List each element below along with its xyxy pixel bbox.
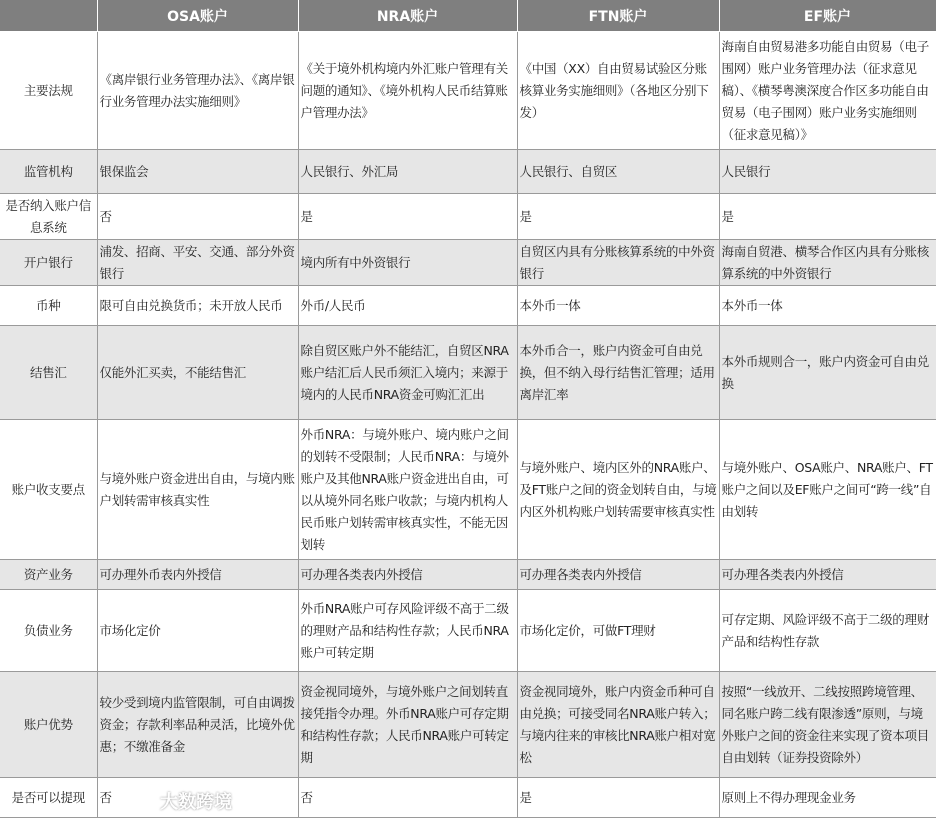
header-osa: OSA账户 <box>97 0 298 32</box>
row-label: 是否纳入账户信息系统 <box>0 194 97 240</box>
header-row <box>0 0 936 32</box>
table-cell: 本外币规则合一，账户内资金可自由兑换 <box>719 326 936 420</box>
table-row <box>0 590 936 672</box>
table-cell: 可办理各类表内外授信 <box>298 560 517 590</box>
table-cell: 与境外账户资金进出自由，与境内账户划转需审核真实性 <box>97 420 298 560</box>
table-cell: 否 <box>97 194 298 240</box>
table-cell: 《中国（XX）自由贸易试验区分账核算业务实施细则》（各地区分别下发） <box>517 32 719 150</box>
table-cell: 可办理各类表内外授信 <box>719 560 936 590</box>
watermark-logo: 大数跨境 <box>160 792 232 813</box>
row-label: 资产业务 <box>0 560 97 590</box>
table-cell: 否 <box>97 778 298 818</box>
table-cell: 《关于境外机构境内外汇账户管理有关问题的通知》、《境外机构人民币结算账户管理办法》 <box>298 32 517 150</box>
header-ftn: FTN账户 <box>517 0 719 32</box>
table-cell: 可存定期、风险评级不高于二级的理财产品和结构性存款 <box>719 590 936 672</box>
table-row <box>0 150 936 194</box>
row-label: 主要法规 <box>0 32 97 150</box>
table-row <box>0 326 936 420</box>
table-row <box>0 194 936 240</box>
table-cell: 外币/人民币 <box>298 286 517 326</box>
table-cell: 本外币合一，账户内资金可自由兑换，但不纳入母行结售汇管理；适用离岸汇率 <box>517 326 719 420</box>
table-cell: 本外币一体 <box>719 286 936 326</box>
table-cell: 本外币一体 <box>517 286 719 326</box>
table-row <box>0 778 936 818</box>
table-cell: 仅能外汇买卖，不能结售汇 <box>97 326 298 420</box>
table-cell: 外币NRA：与境外账户、境内账户之间的划转不受限制；人民币NRA：与境外账户及其他NRA账户资金进出自由，可以从境外同名账户收款；与境内机构人民币账户划转需审核真实性，不能无因划转 <box>298 420 517 560</box>
table-cell: 是 <box>517 778 719 818</box>
table-cell: 海南自贸港、横琴合作区内具有分账核算系统的中外资银行 <box>719 240 936 286</box>
table-cell: 市场化定价，可做FT理财 <box>517 590 719 672</box>
table-cell: 人民银行 <box>719 150 936 194</box>
table-cell: 否 <box>298 778 517 818</box>
table-cell: 可办理外币表内外授信 <box>97 560 298 590</box>
row-label: 负债业务 <box>0 590 97 672</box>
table-cell: 与境外账户、境内区外的NRA账户、及FT账户之间的资金划转自由，与境内区外机构账户划转需要审核真实性 <box>517 420 719 560</box>
table-cell: 限可自由兑换货币；未开放人民币 <box>97 286 298 326</box>
table-cell: 资金视同境外，与境外账户之间划转直接凭指令办理。外币NRA账户可存定期和结构性存款；人民币NRA账户可转定期 <box>298 672 517 778</box>
row-label: 账户优势 <box>0 672 97 778</box>
table-cell: 原则上不得办理现金业务 <box>719 778 936 818</box>
row-label: 账户收支要点 <box>0 420 97 560</box>
table-cell: 自贸区内具有分账核算系统的中外资银行 <box>517 240 719 286</box>
row-label: 监管机构 <box>0 150 97 194</box>
table-cell: 较少受到境内监管限制，可自由调拨资金；存款利率品种灵活，比境外优惠；不缴准备金 <box>97 672 298 778</box>
table-cell: 与境外账户、OSA账户、NRA账户、FT账户之间以及EF账户之间可“跨一线”自由划转 <box>719 420 936 560</box>
table-cell: 境内所有中外资银行 <box>298 240 517 286</box>
table-cell: 是 <box>517 194 719 240</box>
table-cell: 银保监会 <box>97 150 298 194</box>
table-cell: 海南自由贸易港多功能自由贸易（电子围网）账户业务管理办法（征求意见稿）、《横琴粤澳深度合作区多功能自由贸易（电子围网）账户业务实施细则（征求意见稿）》 <box>719 32 936 150</box>
row-label: 开户银行 <box>0 240 97 286</box>
table-cell: 市场化定价 <box>97 590 298 672</box>
table-cell: 浦发、招商、平安、交通、部分外资银行 <box>97 240 298 286</box>
table-row <box>0 32 936 150</box>
table-cell: 可办理各类表内外授信 <box>517 560 719 590</box>
table-row <box>0 240 936 286</box>
row-label: 币种 <box>0 286 97 326</box>
table-row <box>0 420 936 560</box>
table-cell: 是 <box>298 194 517 240</box>
table-row <box>0 672 936 778</box>
table-row <box>0 286 936 326</box>
table-cell: 《离岸银行业务管理办法》、《离岸银行业务管理办法实施细则》 <box>97 32 298 150</box>
header-nra: NRA账户 <box>298 0 517 32</box>
header-blank <box>0 0 97 32</box>
table-cell: 人民银行、自贸区 <box>517 150 719 194</box>
row-label: 结售汇 <box>0 326 97 420</box>
table-cell: 资金视同境外，账户内资金币种可自由兑换；可接受同名NRA账户转入；与境内往来的审核比NRA账户相对宽松 <box>517 672 719 778</box>
table-cell: 外币NRA账户可存风险评级不高于二级的理财产品和结构性存款；人民币NRA账户可转定期 <box>298 590 517 672</box>
table-cell: 是 <box>719 194 936 240</box>
table-cell: 按照“一线放开、二线按照跨境管理、同名账户跨二线有限渗透”原则，与境外账户之间的资金往来实现了资本项目自由划转（证券投资除外） <box>719 672 936 778</box>
table-row <box>0 560 936 590</box>
table-cell: 人民银行、外汇局 <box>298 150 517 194</box>
header-ef: EF账户 <box>719 0 936 32</box>
row-label: 是否可以提现 <box>0 778 97 818</box>
table-cell: 除自贸区账户外不能结汇，自贸区NRA账户结汇后人民币须汇入境内；来源于境内的人民币NRA资金可购汇汇出 <box>298 326 517 420</box>
